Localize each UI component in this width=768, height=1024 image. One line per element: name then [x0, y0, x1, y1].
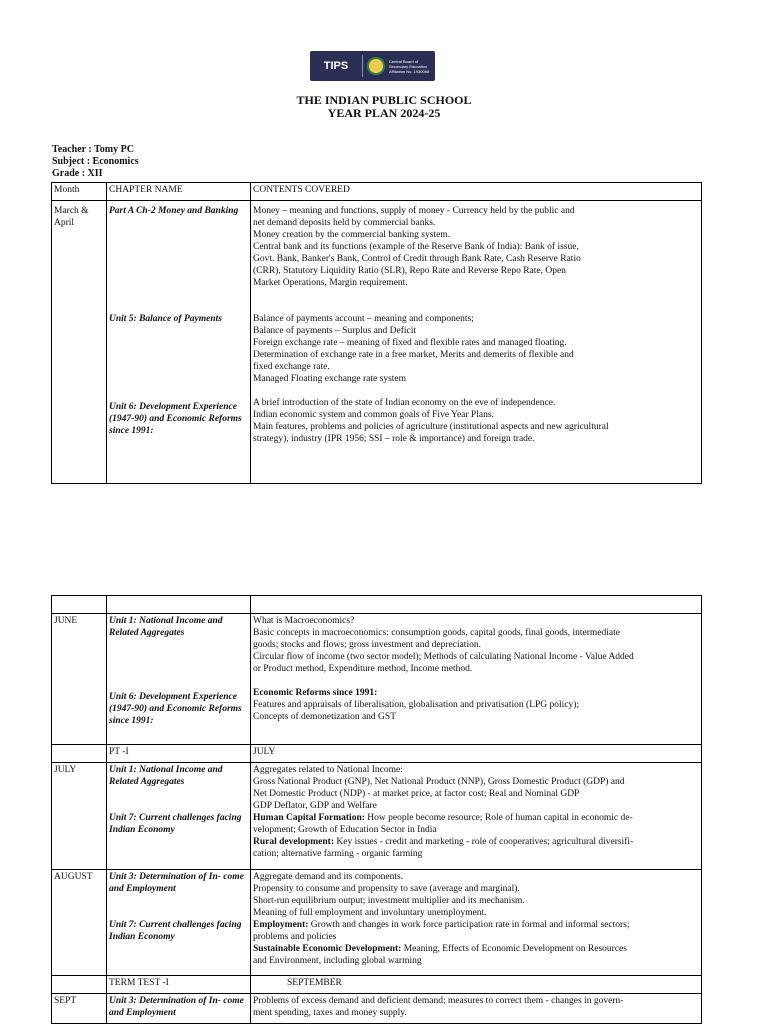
chapter-cell: TERM TEST -I [107, 976, 251, 994]
subject-line: Subject : Economics [52, 156, 139, 167]
chapter-cell: PT -I [107, 745, 251, 763]
contents-cell: What is Macroeconomics? Basic concepts in macroeconomics: consumption goods, capital goods, final goods, intermediate goods; stocks and flows; gross investment and depreciation. Circular flow of income (two sector model); Methods of calculating National Income - Value Added or Product method, Expenditure method, Income method. Economic Reforms since 1991: Features and appraisals of liberalisation, globalisation and privatisation (LPG policy); Concepts of demonetization and GST [251, 614, 702, 745]
teacher-line: Teacher : Tomy PC [52, 144, 134, 155]
month-cell: March & April [52, 201, 107, 484]
contents-block: Money – meaning and functions, supply of money - Currency held by the public and net demand deposits held by commercial banks. Money creation by the commercial banking system. Central bank and its functions (example of the Reserve Bank of India): Bank of issue, Govt. Bank, Banker's Bank, Control of Credit through Bank Rate, Cash Reserve Ratio (CRR), Statutory Liquidity Ratio (SLR), Repo Rate and Reverse Repo Rate, Open Market Operations, Margin requirement. [253, 206, 581, 288]
table-header-row [52, 183, 702, 201]
logo-divider [362, 55, 363, 77]
table-row [52, 870, 702, 976]
month-cell: JUNE [52, 614, 107, 745]
chapter-name: Unit 7: Current challenges facing Indian Economy [109, 813, 242, 835]
cbse-text: Central Board of Secondary Education Affiliation No. 1930068 [389, 58, 430, 74]
cbse-seal-icon [367, 57, 385, 75]
table-row [52, 614, 702, 745]
contents-cell: Aggregate demand and its components. Propensity to consume and propensity to save (average and marginal). Short-run equilibrium output; investment multiplier and its mechanism. Meaning of full employment and involuntary unemployment. Employment: Growth and changes in work force participation rate in formal and informal sectors; problems and policies Sustainable Economic Development: Meaning, Effects of Economic Development on Resources and Environment, including global warming [251, 870, 702, 976]
table-row [52, 976, 702, 994]
contents-cell: SEPTEMBER [251, 976, 702, 994]
table-row [52, 745, 702, 763]
chapter-name: Unit 1: National Income and Related Aggregates [109, 616, 223, 638]
contents-block: Balance of payments account – meaning and components; Balance of payments – Surplus and Deficit Foreign exchange rate – meaning of fixed and flexible rates and managed floating. Determination of exchange rate in a free market, Merits and demerits of flexible and fixed exchange rate. Managed Floating exchange rate system [253, 314, 574, 384]
contents-cell: Aggregates related to National Income: Gross National Product (GNP), Net National Product (NNP), Gross Domestic Product (GDP) and Net Domestic Product (NDP) - at market price, at factor cost; Real and Nominal GDP GDP Deflator, GDP and Welfare Human Capital Formation: How people become resource; Role of human capital in economic de- velopment; Growth of Education Sector in India Rural development: Key issues - credit and marketing - role of cooperatives; agricultural diversifi- cation; alternative farming - organic farming [251, 763, 702, 870]
month-cell: JULY [52, 763, 107, 870]
chapter-cell: Unit 3: Determination of In- come and Employment [107, 994, 251, 1024]
grade-line: Grade : XII [52, 168, 103, 179]
chapter-name: Part A Ch-2 Money and Banking [109, 206, 239, 216]
month-cell [52, 745, 107, 763]
table-row [52, 763, 702, 870]
month-cell [52, 976, 107, 994]
year-plan-title: YEAR PLAN 2024-25 [327, 106, 441, 120]
empty-header-row [52, 596, 702, 614]
plan-table-1 [51, 182, 702, 484]
chapter-name: Unit 1: National Income and Related Aggregates [109, 765, 223, 787]
school-name: THE INDIAN PUBLIC SCHOOL [296, 93, 472, 107]
header-contents: CONTENTS COVERED [251, 183, 702, 201]
chapter-cell [107, 201, 251, 484]
month-cell: SEPT [52, 994, 107, 1024]
chapter-cell [107, 763, 251, 870]
header-month: Month [52, 183, 107, 201]
chapter-cell [107, 614, 251, 745]
month-cell: AUGUST [52, 870, 107, 976]
plan-table-2 [51, 595, 702, 1024]
contents-cell: Problems of excess demand and deficient demand; measures to correct them - changes in govern- ment spending, taxes and money supply. [251, 994, 702, 1024]
chapter-name: Unit 6: Development Experience (1947-90) and Economic Reforms since 1991: [109, 692, 242, 726]
contents-cell: JULY [251, 745, 702, 763]
chapter-name: Unit 3: Determination of In- come and Employment [109, 872, 244, 894]
school-logo [310, 51, 435, 81]
table-row [52, 201, 702, 484]
contents-block: A brief introduction of the state of Indian economy on the eve of independence. Indian economic system and common goals of Five Year Plans. Main features, problems and policies of agriculture (institutional aspects and new agricultural strategy), industry (IPR 1956; SSI – role & importance) and foreign trade. [253, 398, 609, 444]
chapter-name: Unit 7: Current challenges facing Indian Economy [109, 920, 242, 942]
chapter-name: Unit 6: Development Experience (1947-90) and Economic Reforms since 1991: [109, 402, 242, 436]
contents-cell [251, 201, 702, 484]
header-chapter: CHAPTER NAME [107, 183, 251, 201]
tips-logo: TIPS [323, 60, 349, 72]
chapter-name: Unit 5: Balance of Payments [109, 314, 222, 324]
chapter-cell [107, 870, 251, 976]
table-row [52, 994, 702, 1024]
